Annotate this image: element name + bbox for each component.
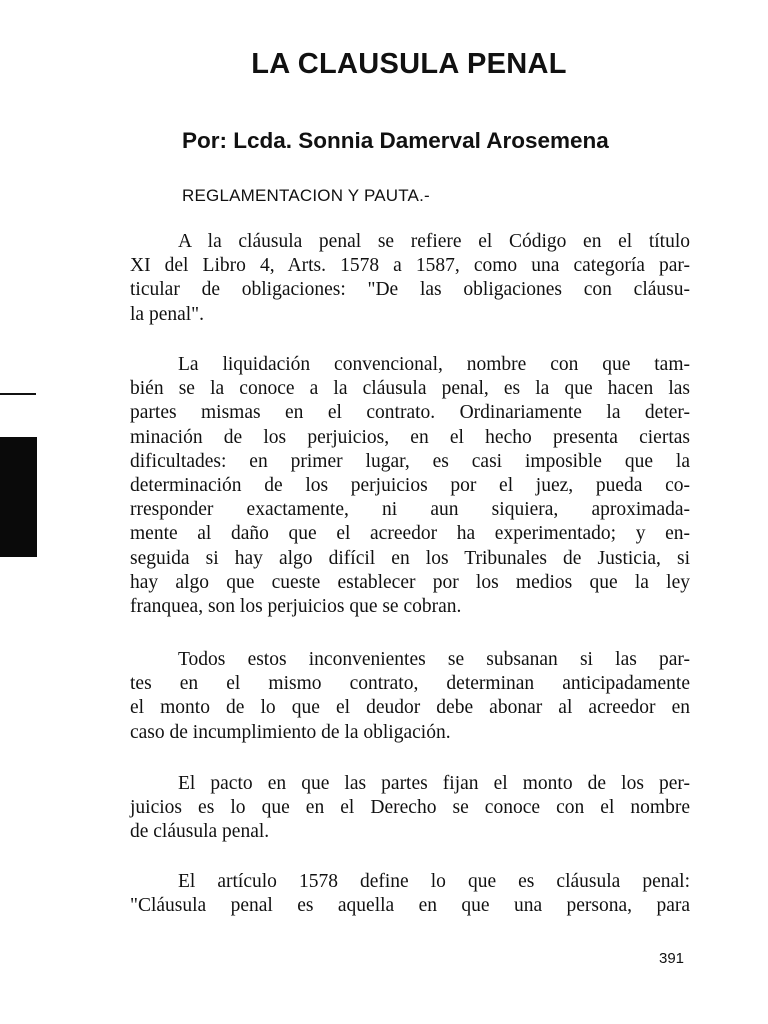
page-number: 391 xyxy=(659,950,685,967)
paragraph-line: seguida si hay algo difícil en los Tribunales de Justicia, si xyxy=(130,547,690,569)
paragraph-line: franquea, son los perjuicios que se cobran. xyxy=(130,596,462,618)
paragraph-line: "Cláusula penal es aquella en que una persona, para xyxy=(130,895,690,917)
document-title: LA CLAUSULA PENAL xyxy=(251,48,567,80)
paragraph-line: El artículo 1578 define lo que es cláusula penal: xyxy=(178,871,690,892)
paragraph-line: caso de incumplimiento de la obligación. xyxy=(130,721,451,743)
paragraph-line: La liquidación convencional, nombre con que tam- xyxy=(178,354,690,375)
paragraph-5 xyxy=(130,870,690,918)
paragraph-line: XI del Libro 4, Arts. 1578 a 1587, como una categoría par- xyxy=(130,255,690,277)
paragraph-line: de cláusula penal. xyxy=(130,821,270,843)
paragraph-line: mente al daño que el acreedor ha experimentado; y en- xyxy=(130,523,690,545)
paragraph-line: partes mismas en el contrato. Ordinariamente la deter- xyxy=(130,402,690,424)
paragraph-4 xyxy=(130,772,690,845)
paragraph-line: hay algo que cueste establecer por los medios que la ley xyxy=(130,571,690,593)
margin-thumb-tab xyxy=(0,437,37,557)
paragraph-2 xyxy=(130,353,690,619)
paragraph-line: ticular de obligaciones: "De las obligaciones con cláusu- xyxy=(130,279,690,301)
paragraph-line: determinación de los perjuicios por el juez, pueda co- xyxy=(130,475,690,497)
paragraph-line: dificultades: en primer lugar, es casi imposible que la xyxy=(130,450,690,472)
paragraph-line: rresponder exactamente, ni aun siquiera, aproximada- xyxy=(130,499,690,521)
paragraph-line: bién se la conoce a la cláusula penal, es la que hacen las xyxy=(130,378,690,400)
paragraph-line: tes en el mismo contrato, determinan anticipadamente xyxy=(130,673,690,695)
paragraph-line: la penal". xyxy=(130,303,205,325)
paragraph-1 xyxy=(130,230,690,327)
paragraph-line: juicios es lo que en el Derecho se conoce con el nombre xyxy=(130,797,690,819)
paragraph-line: el monto de lo que el deudor debe abonar al acreedor en xyxy=(130,697,690,719)
paragraph-3 xyxy=(130,648,690,745)
section-heading: REGLAMENTACION Y PAUTA.- xyxy=(182,186,430,205)
margin-rule-line xyxy=(0,393,36,395)
paragraph-line: A la cláusula penal se refiere el Código en el título xyxy=(178,231,690,252)
paragraph-line: minación de los perjuicios, en el hecho presenta ciertas xyxy=(130,426,690,448)
paragraph-line: Todos estos inconvenientes se subsanan si las par- xyxy=(178,649,690,670)
author-line: Por: Lcda. Sonnia Damerval Arosemena xyxy=(182,128,609,153)
paragraph-line: El pacto en que las partes fijan el monto de los per- xyxy=(178,773,690,794)
